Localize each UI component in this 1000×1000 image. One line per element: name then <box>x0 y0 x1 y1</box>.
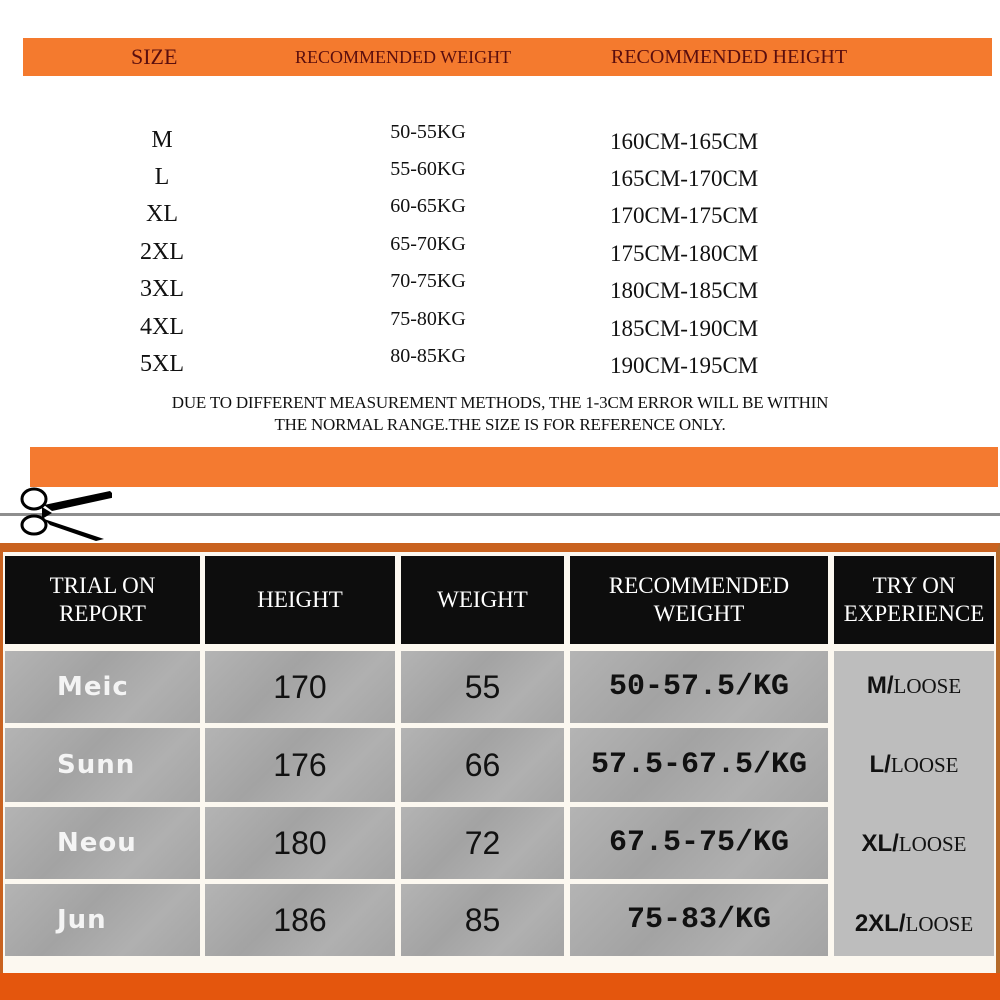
header-weight <box>401 556 564 644</box>
note-line-2: THE NORMAL RANGE.THE SIZE IS FOR REFERENCE ONLY. <box>274 415 726 434</box>
size-weight: 55-60KG <box>390 158 466 180</box>
trial-experience <box>834 751 994 779</box>
experience-fit: LOOSE <box>898 832 967 856</box>
header-experience-line1: TRY ON <box>872 573 956 598</box>
cut-line <box>0 513 1000 516</box>
experience-size: XL/ <box>861 830 899 857</box>
trial-name: Neou <box>5 807 200 879</box>
experience-size: 2XL/ <box>854 910 906 937</box>
size-label: 4XL <box>140 314 184 340</box>
trial-experience <box>834 672 994 700</box>
trial-weight: 55 <box>401 651 564 723</box>
header-recommended-weight <box>570 556 828 644</box>
scissors-icon <box>12 483 112 543</box>
experience-fit: LOOSE <box>893 674 962 698</box>
size-weight: 50-55KG <box>390 121 466 143</box>
size-height: 175CM-180CM <box>610 241 759 266</box>
header-size: SIZE <box>131 44 178 69</box>
trial-weight: 72 <box>401 807 564 879</box>
size-row <box>0 308 1000 351</box>
size-label: M <box>151 127 173 153</box>
size-label: 3XL <box>140 276 184 302</box>
header-trial-line1: TRIAL ON <box>49 573 156 598</box>
measurement-note <box>0 392 1000 436</box>
experience-fit: LOOSE <box>890 753 959 777</box>
header-recommended-line1: RECOMMENDED <box>608 573 790 598</box>
size-row <box>0 195 1000 238</box>
size-label: XL <box>146 201 178 227</box>
size-height: 160CM-165CM <box>610 129 759 154</box>
size-row <box>0 158 1000 201</box>
header-recommended-height: RECOMMENDED HEIGHT <box>611 46 848 68</box>
size-height: 180CM-185CM <box>610 278 759 303</box>
note-line-1: DUE TO DIFFERENT MEASUREMENT METHODS, THE 1-3CM ERROR WILL BE WITHIN <box>171 393 829 412</box>
size-chart-header <box>23 38 992 76</box>
size-weight: 80-85KG <box>390 345 466 367</box>
header-height <box>205 556 395 644</box>
size-row <box>0 270 1000 313</box>
size-row <box>0 345 1000 388</box>
trial-height: 186 <box>205 884 395 956</box>
trial-recommended: 67.5-75/KG <box>570 807 828 879</box>
trial-weight: 66 <box>401 728 564 802</box>
trial-experience <box>834 830 994 858</box>
bottom-orange-bar <box>0 973 1000 1000</box>
size-row <box>0 121 1000 164</box>
trial-height: 170 <box>205 651 395 723</box>
trial-height: 180 <box>205 807 395 879</box>
size-label: 5XL <box>140 351 184 377</box>
trial-experience <box>834 910 994 938</box>
size-height: 165CM-170CM <box>610 166 759 191</box>
header-height-label: HEIGHT <box>257 587 343 612</box>
orange-divider-bar <box>30 447 998 487</box>
trial-name: Meic <box>5 651 200 723</box>
size-height: 170CM-175CM <box>610 203 759 228</box>
header-trial-report <box>5 556 200 644</box>
header-try-on-experience <box>834 556 994 644</box>
header-weight-label: WEIGHT <box>437 587 528 612</box>
header-trial-line2: REPORT <box>59 601 146 626</box>
trial-name: Jun <box>5 884 200 956</box>
size-height: 185CM-190CM <box>610 316 759 341</box>
trial-recommended: 75-83/KG <box>570 884 828 956</box>
size-row <box>0 233 1000 276</box>
trial-recommended: 50-57.5/KG <box>570 651 828 723</box>
experience-size: M/ <box>866 672 894 699</box>
experience-fit: LOOSE <box>905 912 974 936</box>
experience-size: L/ <box>869 751 891 778</box>
size-weight: 70-75KG <box>390 270 466 292</box>
trial-weight: 85 <box>401 884 564 956</box>
size-label: 2XL <box>140 239 184 265</box>
size-label: L <box>154 164 170 190</box>
trial-recommended: 57.5-67.5/KG <box>570 728 828 802</box>
size-weight: 65-70KG <box>390 233 466 255</box>
size-height: 190CM-195CM <box>610 353 759 378</box>
size-weight: 75-80KG <box>390 308 466 330</box>
header-recommended-weight: RECOMMENDED WEIGHT <box>295 47 512 67</box>
header-recommended-line2: WEIGHT <box>653 601 745 626</box>
trial-height: 176 <box>205 728 395 802</box>
header-experience-line2: EXPERIENCE <box>843 601 985 626</box>
trial-name: Sunn <box>5 728 200 802</box>
size-weight: 60-65KG <box>390 195 466 217</box>
